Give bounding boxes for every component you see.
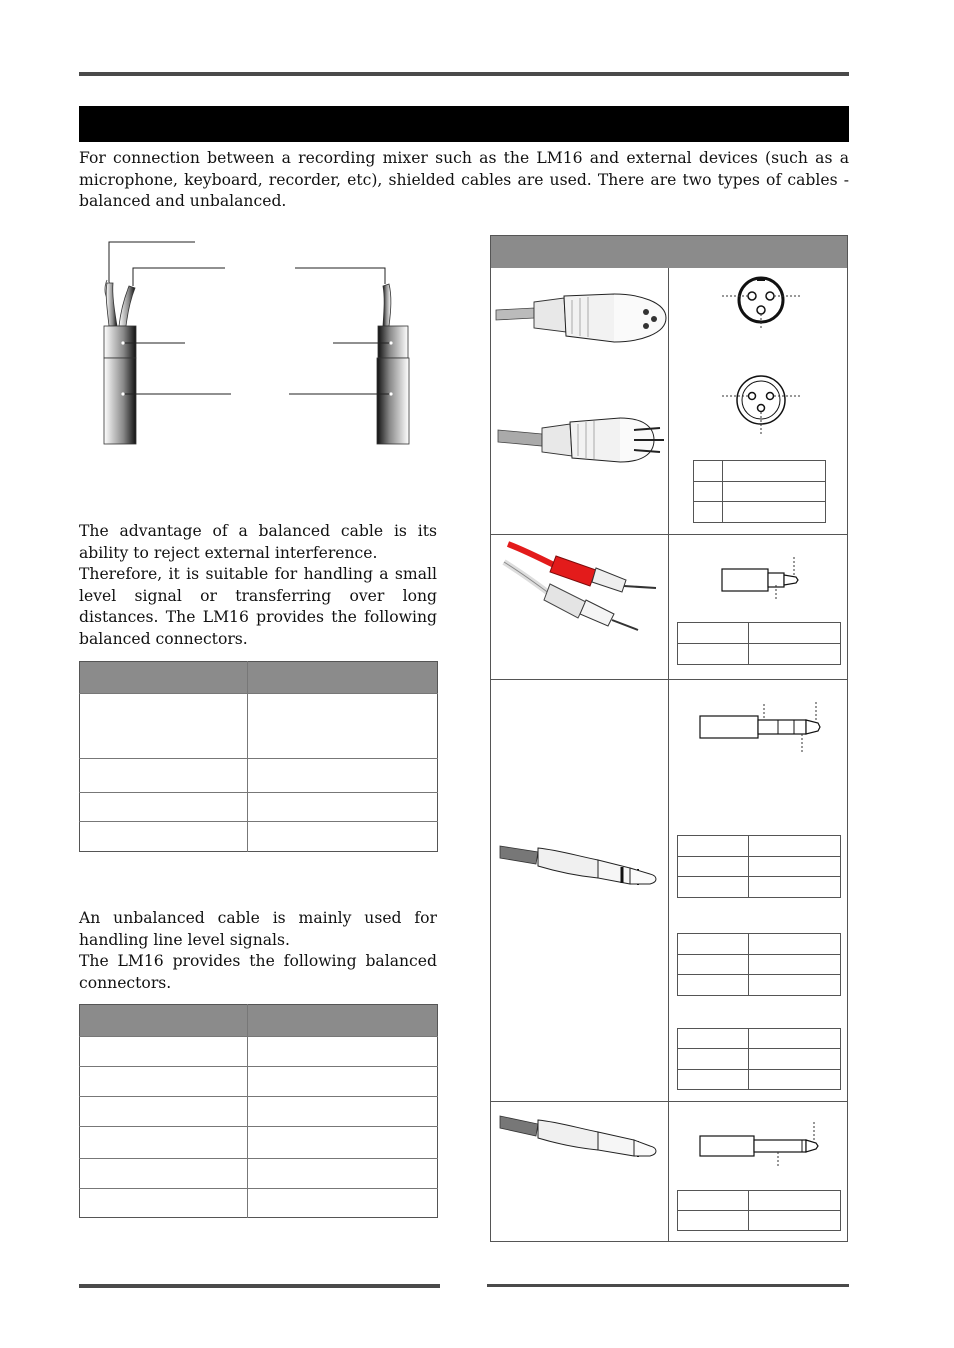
panel-header <box>491 236 847 268</box>
xlr-female-connector-icon <box>494 288 669 348</box>
table-row <box>678 644 841 665</box>
trs-pin-table-2 <box>677 933 841 996</box>
xlr-male-connector-icon <box>494 410 669 470</box>
section-header-bar <box>79 106 849 142</box>
table-row <box>678 836 841 857</box>
intro-paragraph: For connection between a recording mixer such as the LM16 and external devices (such as a microphone, keyboard, recorder, etc), shielded cables are used. There are two types of cables - balanced and unbalanced. <box>79 149 849 210</box>
trs-pin-table-3 <box>677 1028 841 1090</box>
table-row <box>678 877 841 898</box>
table-row <box>80 694 438 759</box>
table-row <box>80 793 438 822</box>
cable-cross-section-icon <box>95 238 425 450</box>
rca-plug-diagram-icon <box>718 555 810 603</box>
table-row <box>80 1097 438 1127</box>
table-row <box>678 856 841 877</box>
table-row <box>678 623 841 644</box>
xlr-female-face-icon <box>714 272 808 328</box>
table-row <box>80 1127 438 1159</box>
balanced-connectors-table <box>79 661 438 852</box>
top-rule <box>79 72 849 76</box>
balanced-paragraph-1: The advantage of a balanced cable is its ability to reject external interference. <box>79 522 437 562</box>
rca-pin-table <box>677 622 841 665</box>
unbalanced-paragraph-1: An unbalanced cable is mainly used for handling line level signals. <box>79 909 437 949</box>
trs-phone-plug-icon <box>498 838 662 894</box>
table-row <box>678 1029 841 1049</box>
table-row <box>694 461 826 482</box>
row-divider <box>491 534 847 535</box>
ts-pin-table <box>677 1190 841 1231</box>
table-header-row <box>80 1005 438 1037</box>
table-row <box>678 1069 841 1089</box>
rca-cable-icon <box>500 538 662 648</box>
table-row <box>80 1067 438 1097</box>
table-row <box>80 759 438 793</box>
unbalanced-connectors-table <box>79 1004 438 1218</box>
table-row <box>678 934 841 955</box>
xlr-male-face-icon <box>714 370 808 438</box>
ts-plug-diagram-icon <box>698 1120 830 1168</box>
trs-pin-table-1 <box>677 835 841 898</box>
xlr-pin-table <box>693 460 826 523</box>
table-row <box>694 502 826 523</box>
table-row <box>694 481 826 502</box>
unbalanced-description <box>79 908 437 994</box>
unbalanced-paragraph-2: The LM16 provides the following balanced connectors. <box>79 952 437 992</box>
balanced-paragraph-2: Therefore, it is suitable for handling a small level signal or transferring over long distances. The LM16 provides the following balanced connectors. <box>79 565 437 648</box>
table-row <box>678 954 841 975</box>
table-row <box>80 1159 438 1189</box>
ts-phone-plug-icon <box>498 1110 662 1166</box>
table-row <box>80 1189 438 1218</box>
bottom-rule-right <box>487 1284 849 1287</box>
balanced-description <box>79 521 437 650</box>
trs-plug-diagram-icon <box>698 700 830 756</box>
row-divider <box>491 1101 847 1102</box>
table-row <box>80 822 438 852</box>
bottom-rule-left <box>79 1284 440 1288</box>
table-row <box>678 975 841 996</box>
table-row <box>678 1211 841 1231</box>
table-header-row <box>80 662 438 694</box>
table-row <box>80 1037 438 1067</box>
row-divider <box>491 679 847 680</box>
table-row <box>678 1191 841 1211</box>
table-row <box>678 1049 841 1069</box>
